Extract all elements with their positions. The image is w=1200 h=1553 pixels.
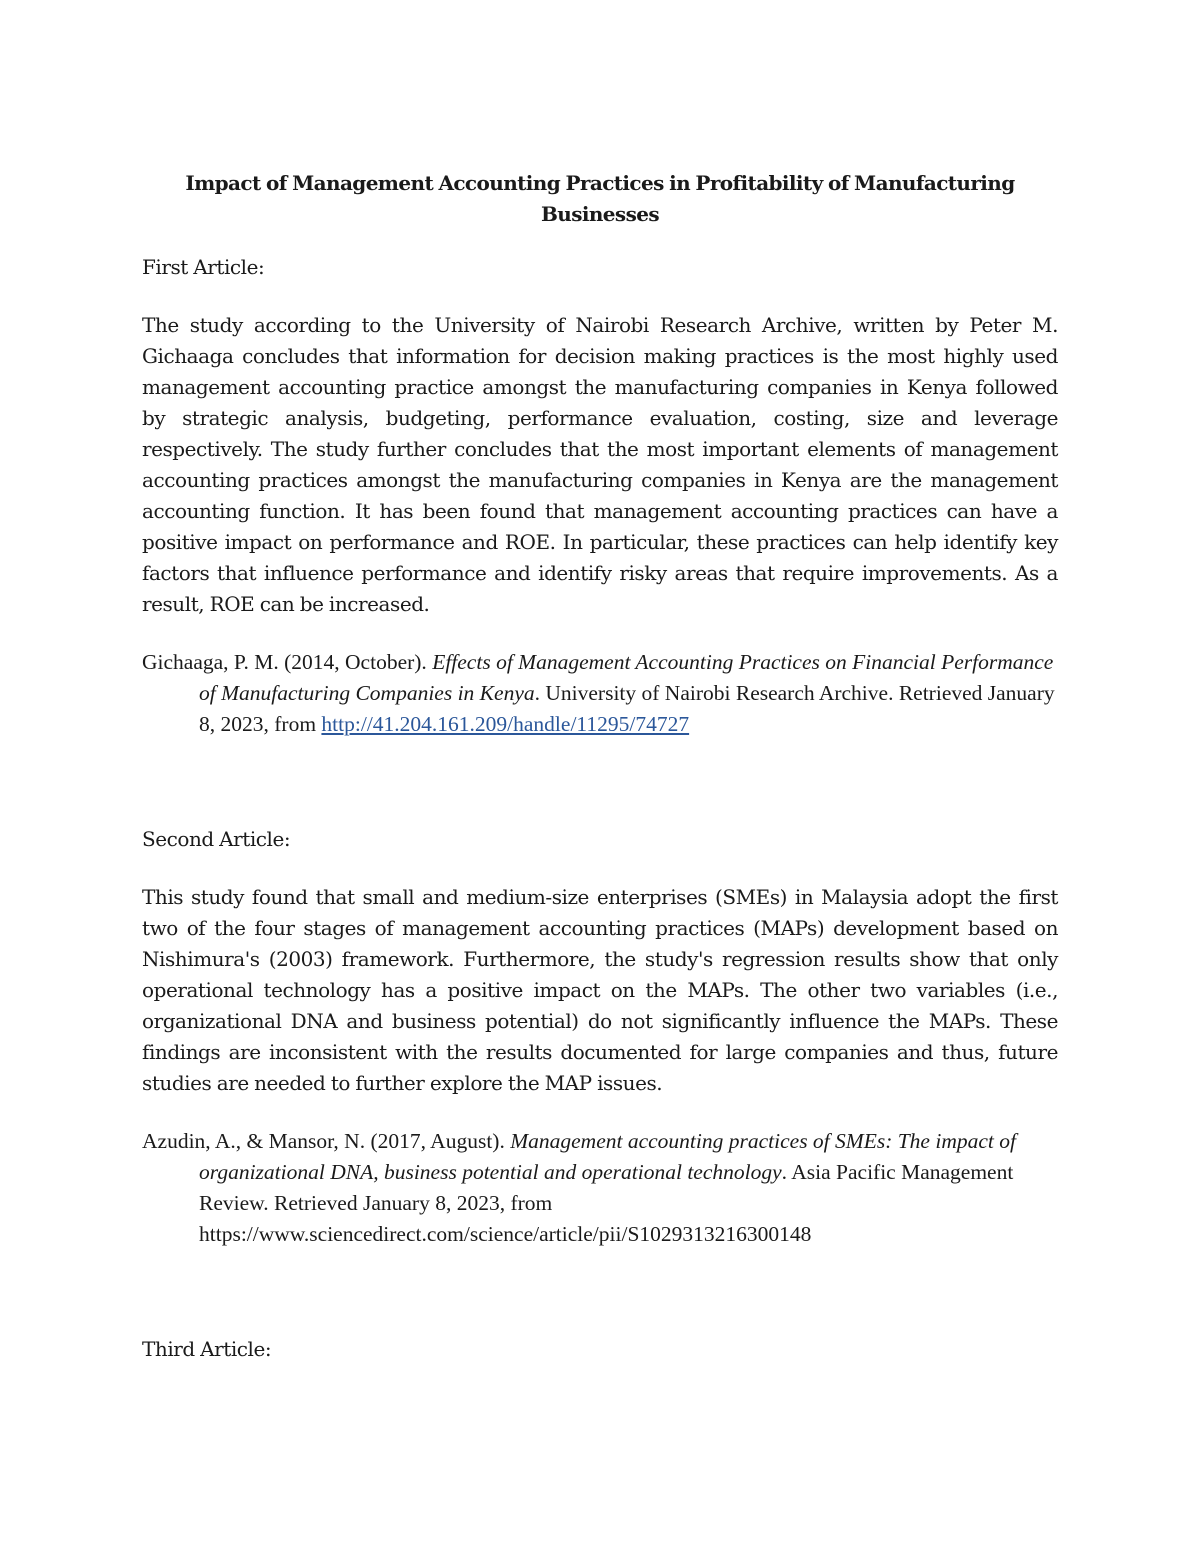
document-title: Impact of Management Accounting Practices in Profitability of Manufacturing Businesses — [185, 171, 1015, 226]
reference-title: Effects of Management Accounting Practices on Financial Performance of Manufacturing Companies in Kenya — [199, 650, 1054, 705]
reference-link[interactable]: http://41.204.161.209/handle/11295/74727 — [321, 712, 690, 736]
section-spacer — [142, 1250, 1058, 1334]
third-article-label: Third Article: — [142, 1337, 272, 1361]
reference-authors-date: Gichaaga, P. M. (2014, October). — [142, 650, 433, 674]
reference-source: . Asia Pacific Management Review. Retrieved January 8, 2023, from — [199, 1160, 1014, 1215]
second-article-body: This study found that small and medium-size enterprises (SMEs) in Malaysia adopt the first two of the four stages of management accounting practices (MAPs) development based on Nishimura's (2003) framework. Furthermore, the study's regression results show that only operational technology has a positive impact on the MAPs. The other two variables (i.e., organizational DNA and business potential) do not significantly influence the MAPs. These findings are inconsistent with the results documented for large companies and thus, future studies are needed to further explore the MAP issues. — [142, 885, 1058, 1095]
reference-source: . University of Nairobi Research Archive. Retrieved January 8, 2023, from — [199, 681, 1055, 736]
document-content — [142, 168, 1058, 1392]
first-article-label: First Article: — [142, 255, 265, 279]
second-article-label: Second Article: — [142, 827, 291, 851]
reference-title: Management accounting practices of SMEs: The impact of organizational DNA, business potential and operational technology — [199, 1129, 1016, 1184]
first-article-body: The study according to the University of Nairobi Research Archive, written by Peter M. Gichaaga concludes that information for decision making practices is the most highly used management accounting practice amongst the manufacturing companies in Kenya followed by strategic analysis, budgeting, performance evaluation, costing, size and leverage respectively. The study further concludes that the most important elements of management accounting practices amongst the manufacturing companies in Kenya are the management accounting function. It has been found that management accounting practices can have a positive impact on performance and ROE. In particular, these practices can help identify key factors that influence performance and identify risky areas that require improvements. As a result, ROE can be increased. — [142, 313, 1058, 616]
reference-url: https://www.sciencedirect.com/science/article/pii/S1029313216300148 — [199, 1222, 812, 1246]
reference-authors-date: Azudin, A., & Mansor, N. (2017, August). — [142, 1129, 511, 1153]
second-article-reference — [142, 1126, 1058, 1250]
section-spacer — [142, 740, 1058, 824]
first-article-reference — [142, 647, 1058, 740]
